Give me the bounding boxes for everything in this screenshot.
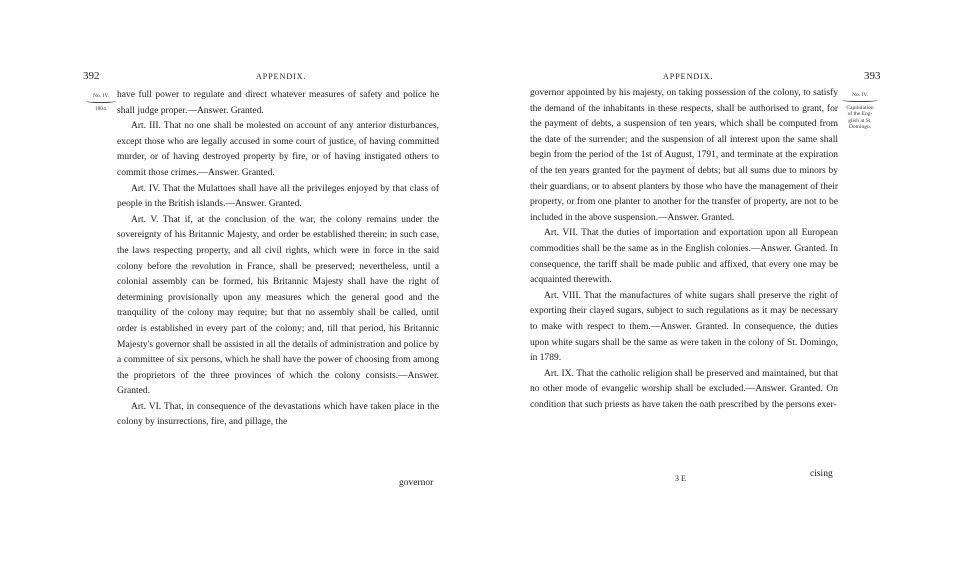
page-number: 393 — [864, 70, 881, 82]
paragraph: Art. VIII. That the manufactures of white sugars shall preserve the right of exporting their clayed sugars, subject to such regulations as it may be necessary to make with respect to them.—Answer. Granted. In consequence, the duties upon white sugars shall be the same as were taken in the colony of St. Domingo, in 1789. — [530, 290, 838, 364]
margin-note-line: No. IV. — [852, 92, 868, 98]
margin-note — [838, 92, 882, 131]
paragraph: Art. V. That if, at the conclusion of the war, the colony remains under the sovereignty of his Britannic Majesty, and order be established therein; in such case, the laws respecting property, and all civil rights, which were in force in the said colony before the revolution in France, shall be preserved; nevertheless, until a colonial assembly can be formed, his Britannic Majesty shall have the right of determining provisionally upon any measures which the general good and the tranquility of the colony may require; but that no assembly shall be called, until order is established in every part of the colony; and, till that period, his Britannic Majesty's governor shall be assisted in all the details of administration and police by a committee of six persons, which he shall have the power of choosing from among the proprietors of the three provinces of which the colony consists.—Answer. Granted. — [117, 214, 439, 397]
margin-note-line: Domingo. — [848, 124, 872, 130]
paragraph: Art. IX. That the catholic religion shall be preserved and maintained, but that no other mode of evangelic worship shall be excluded.—Answer. Granted. On condition that such priests as have taken the oath prescribed by the persons exer- — [530, 368, 838, 410]
catchword: cising — [810, 469, 833, 479]
paragraph: Art. VI. That, in consequence of the devastations which have taken place in the colony by insurrections, fire, and pillage, the — [117, 401, 439, 428]
running-header: APPENDIX. — [663, 72, 714, 81]
body-text — [530, 86, 838, 413]
brace — [86, 98, 116, 103]
body-text — [117, 88, 439, 431]
margin-note-line: 1804. — [94, 105, 108, 112]
paragraph: Art. IV. That the Mulattoes shall have all the privileges enjoyed by that class of people in the British islands.—Answer. Granted. — [117, 183, 439, 210]
margin-note-line: of the Eng- — [847, 111, 873, 117]
paragraph: Art. III. That no one shall be molested on account of any anterior disturbances, except those who are legally accused in some court of justice, of having committed murder, or of having destroyed property by fire, or of having instigated others to commit those crimes.—Answer. Granted. — [117, 121, 439, 178]
margin-note — [86, 93, 116, 112]
paragraph: have full power to regulate and direct whatever measures of safety and police he shall judge proper.—Answer. Granted. — [117, 90, 439, 116]
paragraph: Art. VII. That the duties of importation and exportation upon all European commodities shall be the same as in the English colonies.—Answer. Granted. In consequence, the tariff shall be made public and affixed, that every one may be acquainted therewith. — [530, 228, 838, 286]
brace — [842, 97, 878, 102]
margin-note-line: glish at St. — [848, 117, 872, 124]
margin-note-line: Capitulation — [846, 104, 874, 111]
paragraph: governor appointed by his majesty, on taking possession of the colony, to satisfy the demand of the inhabitants in these respects, shall be authorised to grant, for the payment of debts, a suspension of ten years, which shall be computed from the date of the surrender; and the suspension of all interest upon the same shall begin from the period of the 1st of August, 1791, and terminate at the expiration of the ten years granted for the payment of debts; but all sums due to minors by their guardians, or to absent planters by those who have the management of their property, or from one planter to another for the transfer of property, are not to be included in the above suspension.—Answer. Granted. — [530, 88, 838, 223]
catchword: governor — [399, 478, 434, 488]
margin-note-line: No. IV. — [93, 93, 109, 99]
running-header: APPENDIX. — [256, 72, 307, 81]
signature-mark: 3 E — [675, 474, 686, 483]
right-page — [490, 0, 980, 572]
page-number: 392 — [83, 70, 100, 82]
